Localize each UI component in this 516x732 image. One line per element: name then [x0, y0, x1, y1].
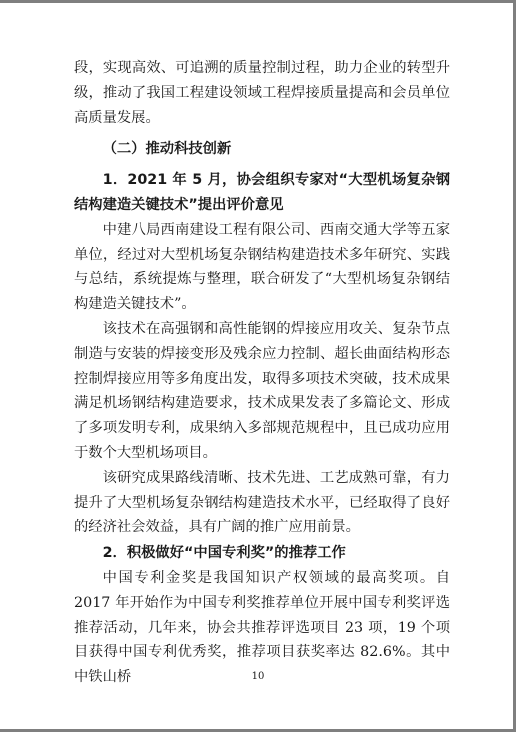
paragraph-technical-breakthroughs: 该技术在高强钢和高性能钢的焊接应用攻关、复杂节点制造与安装的焊接变形及残余应力控制、超长曲面结构形态控制焊接应用等多角度出发，取得多项技术突破，技术成果满足机场钢结构建造要求，技术成果发表了多篇论文、形成了多项发明专利，成果纳入多部规范规程中，且已成功应用于数个大型机场项目。	[74, 320, 450, 461]
subsection-heading-2: 2．积极做好“中国专利奖”的推荐工作	[102, 545, 346, 562]
paragraph-research-units: 中建八局西南建设工程有限公司、西南交通大学等五家单位，经过对大型机场复杂钢结构建造技术多年研究、实践与总结，系统提炼与整理，联合研发了“大型机场复杂钢结构建造关键技术”。	[74, 221, 450, 313]
section-heading: （二）推动科技创新	[102, 141, 232, 158]
page-body	[74, 56, 450, 690]
paragraph-patent-award: 中国专利金奖是我国知识产权领域的最高奖项。自 2017 年开始作为中国专利奖推荐单位开展中国专利奖评选推荐活动，几年来，协会共推荐评选项目 23 项，19 个项目获得中国专利优秀奖，推荐项目获奖率达 82.6%。其中中铁山桥	[74, 569, 450, 686]
subsection-heading-1: 1．2021 年 5 月，协会组织专家对“大型机场复杂钢结构建造关键技术”提出评价意见	[74, 172, 450, 213]
paragraph-evaluation-conclusion: 该研究成果路线清晰、技术先进、工艺成熟可靠，有力提升了大型机场复杂钢结构建造技术水平，已经取得了良好的经济社会效益，具有广阔的推广应用前景。	[74, 469, 450, 536]
paragraph-continued: 段，实现高效、可追溯的质量控制过程，助力企业的转型升级，推动了我国工程建设领域工程焊接质量提高和会员单位高质量发展。	[74, 60, 450, 126]
page-number: 10	[251, 671, 265, 682]
page-border-top	[0, 0, 516, 3]
